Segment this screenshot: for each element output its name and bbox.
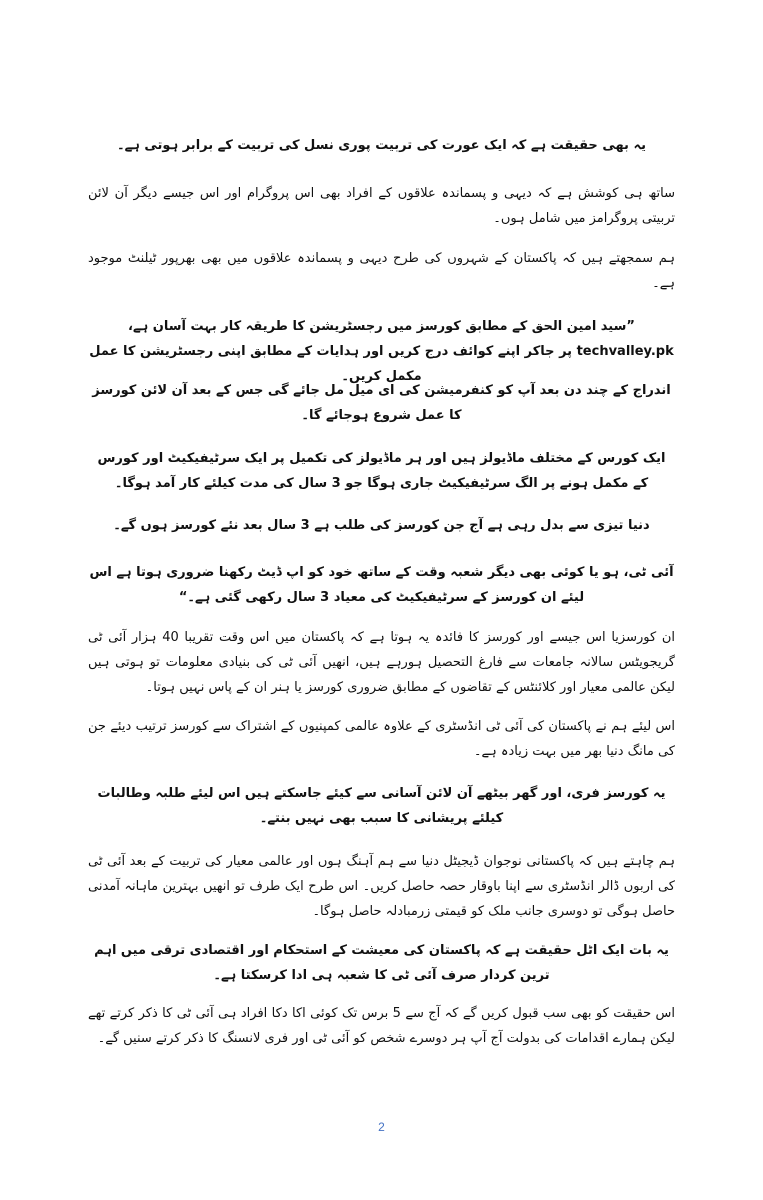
paragraph-rural-talent: ہم سمجھتے ہیں کہ پاکستان کے شہروں کی طرح دیہی و پسماندہ علاقوں میں بھی بھرپور ٹیلنٹ موجود ہے۔: [88, 251, 675, 291]
paragraph-free-courses: یہ کورسز فری، اور گھر بیٹھے آن لائن آسانی سے کیئے جاسکتے ہیں اس لیئے طلبہ وطالبات کیلئے پریشانی کا سبب بھی نہیں بنتے۔: [97, 786, 666, 826]
paragraph-freelancing: اس حقیقت کو بھی سب قبول کریں گے کہ آج سے 5 برس تک کوئی اکا دکا افراد ہی آئی ٹی کا ذکر کرتے تھے لیکن ہمارے اقدامات کی بدولت آج آپ ہر دوسرے شخص کو آئی ٹی اور فری لانسنگ کا ذکر کرتے سنیں گے۔: [88, 1006, 675, 1046]
paragraph-confirmation-email: اندراج کے چند دن بعد آپ کو کنفرمیشن کی ای میل مل جائے گی جس کے بعد آن لائن کورسز کا عمل شروع ہوجائے گا۔: [92, 383, 671, 423]
paragraph-woman-training: یہ بھی حقیقت ہے کہ ایک عورت کی تربیت پوری نسل کی تربیت کے برابر ہوتی ہے۔: [117, 138, 646, 153]
paragraph-economy-it: یہ بات ایک اٹل حقیقت ہے کہ پاکستان کی معیشت کے استحکام اور اقتصادی ترقی میں اہم ترین کردار صرف آئی ٹی کا شعبہ ہی ادا کرسکتا ہے۔: [94, 943, 669, 983]
paragraph-global-courses: اس لیئے ہم نے پاکستان کی آئی ٹی انڈسٹری کے علاوہ عالمی کمپنیوں کے اشتراک سے کورسز ترتیب دیئے جن کی مانگ دنیا بھر میں بہت زیادہ ہے۔: [88, 719, 675, 759]
paragraph-rural-areas: ساتھ ہی کوشش ہے کہ دیہی و پسماندہ علاقوں کے افراد بھی اس پروگرام اور اس جیسے دیگر آن لائن تربیتی پروگرامز میں شامل ہوں۔: [88, 186, 675, 226]
page-number: 2: [378, 1120, 385, 1134]
paragraph-youth-digital: ہم چاہتے ہیں کہ پاکستانی نوجوان ڈیجیٹل دنیا سے ہم آہنگ ہوں اور عالمی معیار کی تربیت کے بعد آئی ٹی کی اربوں ڈالر انڈسٹری سے اپنا باوقار حصہ حاصل کریں۔ اس طرح ایک طرف تو انھیں بہترین ماہانہ آمدنی حاصل ہوگی تو دوسری جانب ملک کو قیمتی زرمبادلہ حاصل ہوگا۔: [88, 854, 675, 919]
paragraph-it-graduates: ان کورسزیا اس جیسے اور کورسز کا فائدہ یہ ہوتا ہے کہ پاکستان میں اس وقت تقریبا 40 ہزار آئی ٹی گریجویٹس سالانہ جامعات سے فارغ التحصیل ہورہے ہیں، انھیں آئی ٹی کی بنیادی معلومات تو ہوتی ہیں لیکن عالمی معیار اور کلائنٹس کے تقاضوں کے مطابق ضروری کورسز یا ہنر ان کے پاس نہیں ہوتا۔: [88, 630, 675, 695]
paragraph-modules-certificate: ایک کورس کے مختلف ماڈیولز ہیں اور ہر ماڈیولز کی تکمیل پر ایک سرٹیفیکیٹ اور کورس کے مکمل ہونے پر الگ سرٹیفیکیٹ جاری ہوگا جو 3 سال کی مدت کیلئے کار آمد ہوگا۔: [97, 451, 666, 491]
paragraph-registration: ”سید امین الحق کے مطابق کورسز میں رجسٹریشن کا طریقہ کار بہت آسان ہے، techvalley.pk پر جاکر اپنے کوائف درج کریں اور ہدایات کے مطابق اپنی رجسٹریشن کا عمل مکمل کریں۔: [89, 319, 674, 384]
paragraph-changing-world: دنیا تیزی سے بدل رہی ہے آج جن کورسز کی طلب ہے 3 سال بعد نئے کورسز ہوں گے۔: [113, 518, 650, 533]
paragraph-certificate-validity: آئی ٹی، ہو یا کوئی بھی دیگر شعبہ وقت کے ساتھ خود کو اپ ڈیٹ رکھنا ضروری ہوتا ہے اس لیئے ان کورسز کے سرٹیفیکیٹ کی معیاد 3 سال رکھی گئی ہے۔“: [89, 565, 674, 605]
document-page: [88, 0, 675, 1200]
